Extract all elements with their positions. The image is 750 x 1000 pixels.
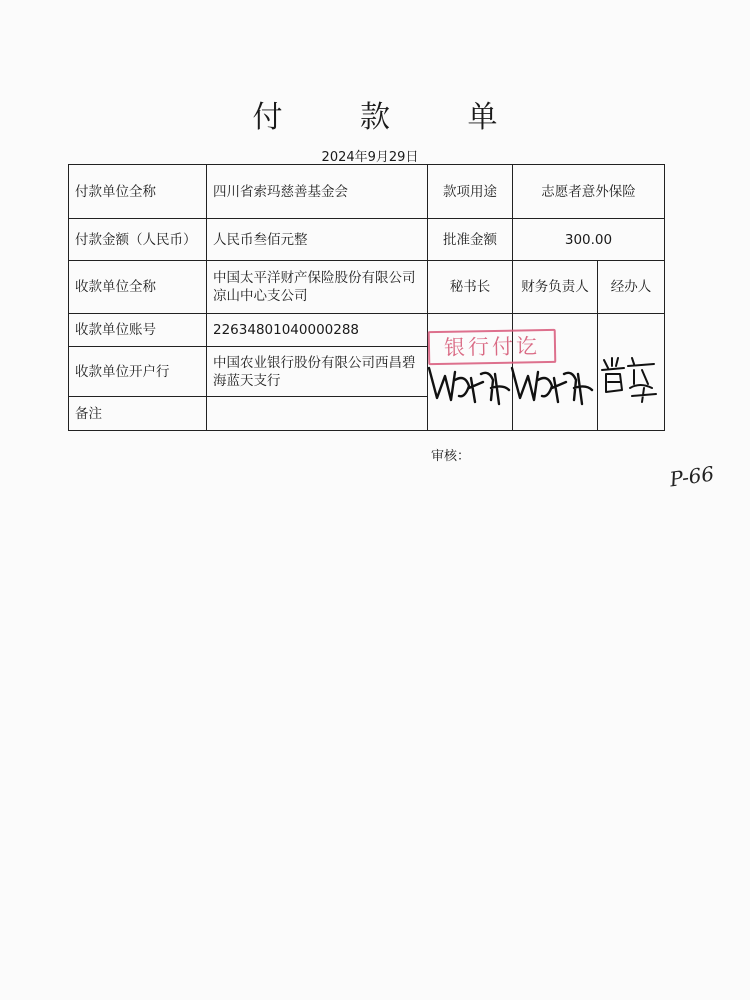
table-row	[69, 219, 665, 261]
table-row	[69, 314, 665, 347]
account-label: 收款单位账号	[69, 314, 207, 347]
handler-signature	[598, 352, 660, 408]
handwritten-margin-note	[668, 450, 724, 496]
payee-name-value: 中国太平洋财产保险股份有限公司凉山中心支公司	[207, 261, 428, 314]
table-row	[69, 261, 665, 314]
secretary-signature	[425, 360, 515, 410]
approved-amount-value: 300.00	[513, 219, 665, 261]
document-date: 2024年9月29日	[321, 150, 419, 165]
handler-label: 经办人	[598, 261, 665, 314]
amount-label: 付款金额（人民币）	[69, 219, 207, 261]
secretary-label: 秘书长	[428, 261, 513, 314]
finance-head-label: 财务负责人	[513, 261, 598, 314]
payer-name-label: 付款单位全称	[69, 165, 207, 219]
remark-label: 备注	[69, 397, 207, 431]
margin-note-text: P-66	[668, 461, 716, 492]
bank-value: 中国农业银行股份有限公司西昌碧海蓝天支行	[207, 347, 428, 397]
purpose-label: 款项用途	[428, 165, 513, 219]
finance-head-signature	[508, 360, 596, 410]
amount-value: 人民币叁佰元整	[207, 219, 428, 261]
purpose-value: 志愿者意外保险	[513, 165, 665, 219]
table-row	[69, 165, 665, 219]
payer-name-value: 四川省索玛慈善基金会	[207, 165, 428, 219]
remark-value	[207, 397, 428, 431]
bank-label: 收款单位开户行	[69, 347, 207, 397]
approved-amount-label: 批准金额	[428, 219, 513, 261]
audit-label: 审核：	[431, 449, 471, 464]
account-value: 22634801040000288	[207, 314, 428, 347]
page-title: 付 款 单	[252, 100, 532, 135]
payee-name-label: 收款单位全称	[69, 261, 207, 314]
bank-paid-stamp: 银行付讫	[428, 329, 557, 365]
